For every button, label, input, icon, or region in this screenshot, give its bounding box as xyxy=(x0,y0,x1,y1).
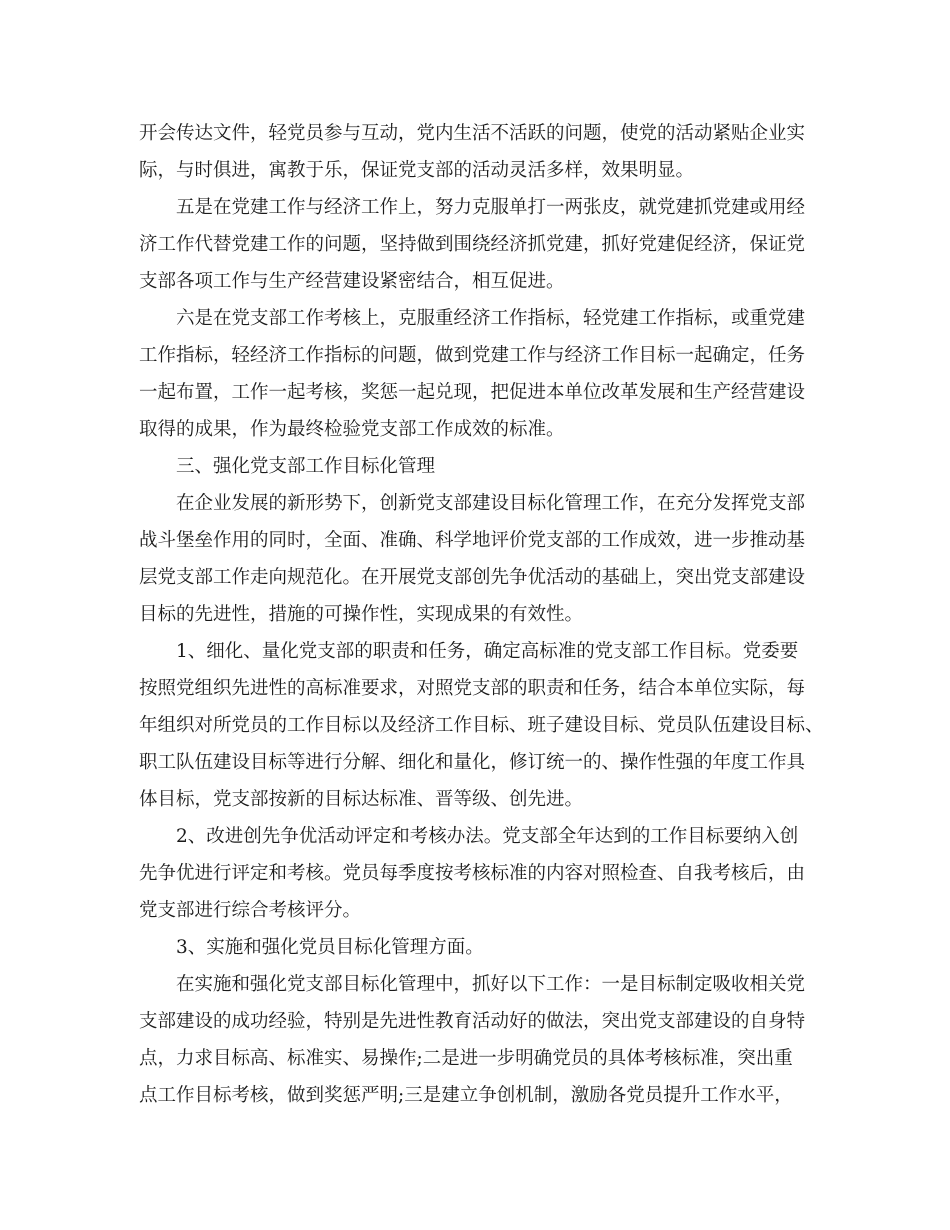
text-line: 年组织对所党员的工作目标以及经济工作目标、班子建设目标、党员队伍建设目标、 xyxy=(139,715,824,736)
text-line: 五是在党建工作与经济工作上，努力克服单打一两张皮，就党建抓党建或用经 xyxy=(176,197,806,218)
text-line: 按照党组织先进性的高标准要求，对照党支部的职责和任务，结合本单位实际，每 xyxy=(139,678,806,699)
document-body xyxy=(139,115,829,1114)
text-line: 点工作目标考核，做到奖惩严明;三是建立争创机制，激励各党员提升工作水平， xyxy=(139,1085,793,1106)
text-line: 2、改进创先争优活动评定和考核办法。党支部全年达到的工作目标要纳入创 xyxy=(176,826,799,847)
text-line: 支部各项工作与生产经营建设紧密结合，相互促进。 xyxy=(139,271,565,292)
text-line: 工作指标，轻经济工作指标的问题，做到党建工作与经济工作目标一起确定，任务 xyxy=(139,345,806,366)
text-line: 先争优进行评定和考核。党员每季度按考核标准的内容对照检查、自我考核后，由 xyxy=(139,863,806,884)
text-line: 职工队伍建设目标等进行分解、细化和量化，修订统一的、操作性强的年度工作具 xyxy=(139,752,806,773)
text-line: 一起布置，工作一起考核，奖惩一起兑现，把促进本单位改革发展和生产经营建设 xyxy=(139,382,806,403)
text-line: 取得的成果，作为最终检验党支部工作成效的标准。 xyxy=(139,419,565,440)
text-line: 党支部进行综合考核评分。 xyxy=(139,900,362,921)
text-line: 开会传达文件，轻党员参与互动，党内生活不活跃的问题，使党的活动紧贴企业实 xyxy=(139,123,806,144)
text-line: 目标的先进性，措施的可操作性，实现成果的有效性。 xyxy=(139,604,584,625)
text-line: 六是在党支部工作考核上，克服重经济工作指标，轻党建工作指标，或重党建 xyxy=(176,308,806,329)
text-line: 支部建设的成功经验，特别是先进性教育活动好的做法，突出党支部建设的自身特 xyxy=(139,1011,806,1032)
text-line: 三、强化党支部工作目标化管理 xyxy=(176,456,436,477)
text-line: 在企业发展的新形势下，创新党支部建设目标化管理工作，在充分发挥党支部 xyxy=(176,493,806,514)
text-line: 层党支部工作走向规范化。在开展党支部创先争优活动的基础上，突出党支部建设 xyxy=(139,567,806,588)
text-line: 际，与时俱进，寓教于乐，保证党支部的活动灵活多样，效果明显。 xyxy=(139,160,695,181)
text-line: 战斗堡垒作用的同时，全面、准确、科学地评价党支部的工作成效，进一步推动基 xyxy=(139,530,806,551)
text-line: 3、实施和强化党员目标化管理方面。 xyxy=(176,937,484,958)
text-line: 点，力求目标高、标准实、易操作;二是进一步明确党员的具体考核标准，突出重 xyxy=(139,1048,793,1069)
text-line: 在实施和强化党支部目标化管理中，抓好以下工作：一是目标制定吸收相关党 xyxy=(176,974,806,995)
text-line: 体目标，党支部按新的目标达标准、晋等级、创先进。 xyxy=(139,789,584,810)
text-line: 1、细化、量化党支部的职责和任务，确定高标准的党支部工作目标。党委要 xyxy=(176,641,799,662)
text-line: 济工作代替党建工作的问题，坚持做到围绕经济抓党建，抓好党建促经济，保证党 xyxy=(139,234,806,255)
